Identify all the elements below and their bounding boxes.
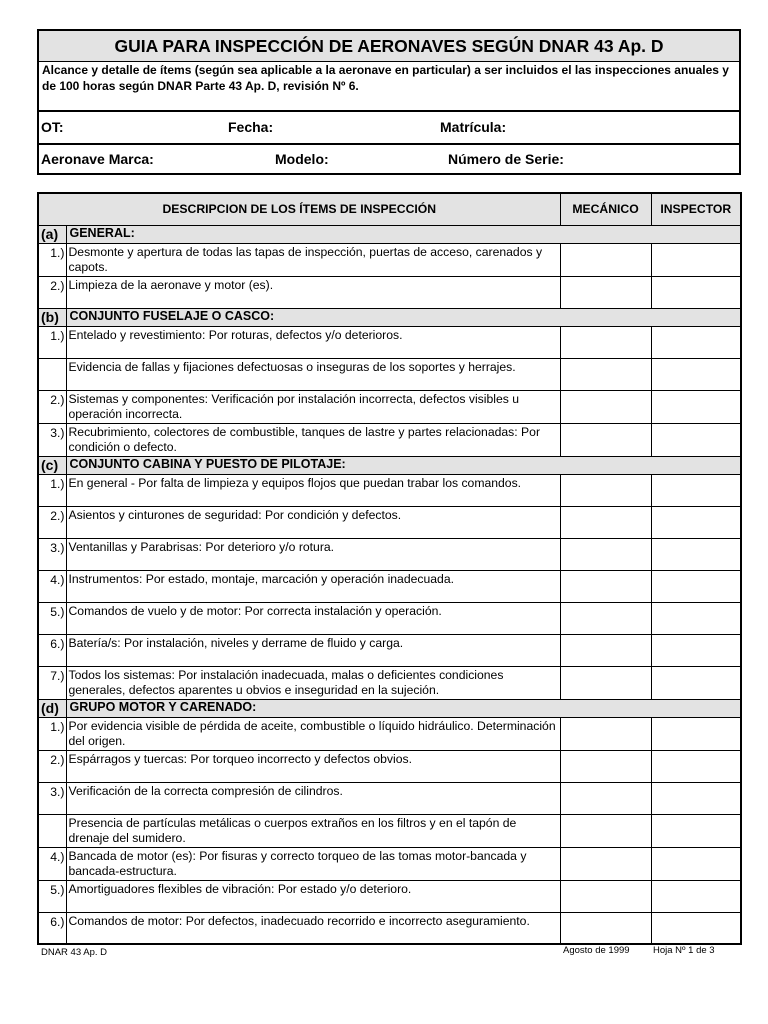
item-number: 1.): [38, 326, 66, 358]
inspector-check-cell[interactable]: [651, 847, 741, 880]
scope-text: Alcance y detalle de ítems (según sea aplicable a la aeronave en particular) a ser incluidos el las inspecciones anuales y de 100 horas según DNAR Parte 43 Ap. D, revisión Nº 6.: [42, 63, 729, 93]
inspector-check-cell[interactable]: [651, 750, 741, 782]
document-title: GUIA PARA INSPECCIÓN DE AERONAVES SEGÚN DNAR 43 Ap. D: [39, 31, 739, 62]
item-description: Comandos de vuelo y de motor: Por correcta instalación y operación.: [66, 602, 560, 634]
table-row: [38, 634, 741, 666]
table-row: [38, 570, 741, 602]
table-row: [38, 243, 741, 276]
item-number: 2.): [38, 506, 66, 538]
header-box: [37, 29, 741, 175]
item-number: 2.): [38, 276, 66, 308]
section-letter: (c): [38, 456, 66, 474]
item-number: 4.): [38, 847, 66, 880]
table-row: [38, 423, 741, 456]
table-header-row: [38, 193, 741, 225]
mecanico-check-cell[interactable]: [560, 390, 651, 423]
mecanico-check-cell[interactable]: [560, 423, 651, 456]
item-description: Entelado y revestimiento: Por roturas, defectos y/o deterioros.: [66, 326, 560, 358]
inspector-check-cell[interactable]: [651, 276, 741, 308]
inspector-check-cell[interactable]: [651, 814, 741, 847]
table-row: [38, 276, 741, 308]
inspector-check-cell[interactable]: [651, 390, 741, 423]
item-number: 3.): [38, 782, 66, 814]
item-number: 3.): [38, 423, 66, 456]
item-description: En general - Por falta de limpieza y equipos flojos que puedan trabar los comandos.: [66, 474, 560, 506]
mecanico-check-cell[interactable]: [560, 506, 651, 538]
item-description: Ventanillas y Parabrisas: Por deterioro y/o rotura.: [66, 538, 560, 570]
item-description: Presencia de partículas metálicas o cuerpos extraños en los filtros y en el tapón de drenaje del sumidero.: [66, 814, 560, 847]
table-row: [38, 326, 741, 358]
item-number: 1.): [38, 474, 66, 506]
inspector-check-cell[interactable]: [651, 782, 741, 814]
item-description: Todos los sistemas: Por instalación inadecuada, malas o deficientes condiciones generales, defectos aparentes u obvios e inseguridad en la sujeción.: [66, 666, 560, 699]
footer-doc-ref: DNAR 43 Ap. D: [41, 947, 107, 958]
mecanico-check-cell[interactable]: [560, 538, 651, 570]
table-row: [38, 782, 741, 814]
mecanico-check-cell[interactable]: [560, 326, 651, 358]
item-number: 2.): [38, 750, 66, 782]
table-row: [38, 814, 741, 847]
item-number: 1.): [38, 717, 66, 750]
inspector-check-cell[interactable]: [651, 880, 741, 912]
mecanico-check-cell[interactable]: [560, 666, 651, 699]
item-number: [38, 814, 66, 847]
mecanico-check-cell[interactable]: [560, 243, 651, 276]
marca-label: Aeronave Marca:: [41, 151, 154, 167]
section-title: CONJUNTO CABINA Y PUESTO DE PILOTAJE:: [66, 456, 741, 474]
section-letter: (b): [38, 308, 66, 326]
item-number: 2.): [38, 390, 66, 423]
item-description: Bancada de motor (es): Por fisuras y correcto torqueo de las tomas motor-bancada y bancada-estructura.: [66, 847, 560, 880]
mecanico-check-cell[interactable]: [560, 276, 651, 308]
table-row: [38, 847, 741, 880]
inspector-check-cell[interactable]: [651, 506, 741, 538]
mecanico-check-cell[interactable]: [560, 474, 651, 506]
inspector-check-cell[interactable]: [651, 912, 741, 944]
item-number: 6.): [38, 634, 66, 666]
item-number: 6.): [38, 912, 66, 944]
fecha-label: Fecha:: [228, 119, 274, 135]
table-row: [38, 538, 741, 570]
item-description: Amortiguadores flexibles de vibración: Por estado y/o deterioro.: [66, 880, 560, 912]
mecanico-check-cell[interactable]: [560, 358, 651, 390]
inspector-check-cell[interactable]: [651, 243, 741, 276]
mecanico-check-cell[interactable]: [560, 750, 651, 782]
item-description: Por evidencia visible de pérdida de aceite, combustible o líquido hidráulico. Determinación del origen.: [66, 717, 560, 750]
col-header-description: DESCRIPCION DE LOS ÍTEMS DE INSPECCIÓN: [38, 193, 560, 225]
item-number: 5.): [38, 880, 66, 912]
inspector-check-cell[interactable]: [651, 538, 741, 570]
item-number: 1.): [38, 243, 66, 276]
inspection-table: [37, 192, 742, 945]
divider: [39, 110, 739, 112]
section-title: GRUPO MOTOR Y CARENADO:: [66, 699, 741, 717]
mecanico-check-cell[interactable]: [560, 570, 651, 602]
divider: [39, 143, 739, 145]
inspector-check-cell[interactable]: [651, 717, 741, 750]
inspector-check-cell[interactable]: [651, 634, 741, 666]
table-row: [38, 750, 741, 782]
item-number: 4.): [38, 570, 66, 602]
mecanico-check-cell[interactable]: [560, 880, 651, 912]
section-letter: (a): [38, 225, 66, 243]
table-row: [38, 880, 741, 912]
inspector-check-cell[interactable]: [651, 474, 741, 506]
table-row: [38, 390, 741, 423]
mecanico-check-cell[interactable]: [560, 847, 651, 880]
item-description: Batería/s: Por instalación, niveles y derrame de fluido y carga.: [66, 634, 560, 666]
table-row: [38, 717, 741, 750]
item-description: Desmonte y apertura de todas las tapas de inspección, puertas de acceso, carenados y capots.: [66, 243, 560, 276]
mecanico-check-cell[interactable]: [560, 602, 651, 634]
item-description: Espárragos y tuercas: Por torqueo incorrecto y defectos obvios.: [66, 750, 560, 782]
modelo-label: Modelo:: [275, 151, 329, 167]
inspector-check-cell[interactable]: [651, 570, 741, 602]
item-description: Sistemas y componentes: Verificación por instalación incorrecta, defectos visibles u operación incorrecta.: [66, 390, 560, 423]
item-number: 7.): [38, 666, 66, 699]
inspector-check-cell[interactable]: [651, 666, 741, 699]
table-row: [38, 602, 741, 634]
mecanico-check-cell[interactable]: [560, 717, 651, 750]
section-header-row: [38, 699, 741, 717]
section-header-row: [38, 308, 741, 326]
item-description: Limpieza de la aeronave y motor (es).: [66, 276, 560, 308]
mecanico-check-cell[interactable]: [560, 814, 651, 847]
section-letter: (d): [38, 699, 66, 717]
inspector-check-cell[interactable]: [651, 423, 741, 456]
section-header-row: [38, 225, 741, 243]
inspector-check-cell[interactable]: [651, 326, 741, 358]
item-number: [38, 358, 66, 390]
inspector-check-cell[interactable]: [651, 602, 741, 634]
item-number: 5.): [38, 602, 66, 634]
item-description: Evidencia de fallas y fijaciones defectuosas o inseguras de los soportes y herrajes.: [66, 358, 560, 390]
section-header-row: [38, 456, 741, 474]
inspector-check-cell[interactable]: [651, 358, 741, 390]
item-description: Recubrimiento, colectores de combustible, tanques de lastre y partes relacionadas: Por condición o defecto.: [66, 423, 560, 456]
table-row: [38, 666, 741, 699]
footer-date: Agosto de 1999: [563, 945, 630, 956]
item-description: Instrumentos: Por estado, montaje, marcación y operación inadecuada.: [66, 570, 560, 602]
table-row: [38, 912, 741, 944]
table-row: [38, 474, 741, 506]
mecanico-check-cell[interactable]: [560, 912, 651, 944]
mecanico-check-cell[interactable]: [560, 634, 651, 666]
ot-label: OT:: [41, 119, 64, 135]
item-description: Verificación de la correcta compresión de cilindros.: [66, 782, 560, 814]
item-description: Asientos y cinturones de seguridad: Por condición y defectos.: [66, 506, 560, 538]
mecanico-check-cell[interactable]: [560, 782, 651, 814]
item-description: Comandos de motor: Por defectos, inadecuado recorrido e incorrecto aseguramiento.: [66, 912, 560, 944]
col-header-mecanico: MECÁNICO: [560, 193, 651, 225]
section-title: CONJUNTO FUSELAJE O CASCO:: [66, 308, 741, 326]
table-row: [38, 358, 741, 390]
footer-page-number: Hoja Nº 1 de 3: [653, 945, 715, 956]
item-number: 3.): [38, 538, 66, 570]
matricula-label: Matrícula:: [440, 119, 507, 135]
section-title: GENERAL:: [66, 225, 741, 243]
col-header-inspector: INSPECTOR: [651, 193, 741, 225]
serie-label: Número de Serie:: [448, 151, 564, 167]
table-row: [38, 506, 741, 538]
